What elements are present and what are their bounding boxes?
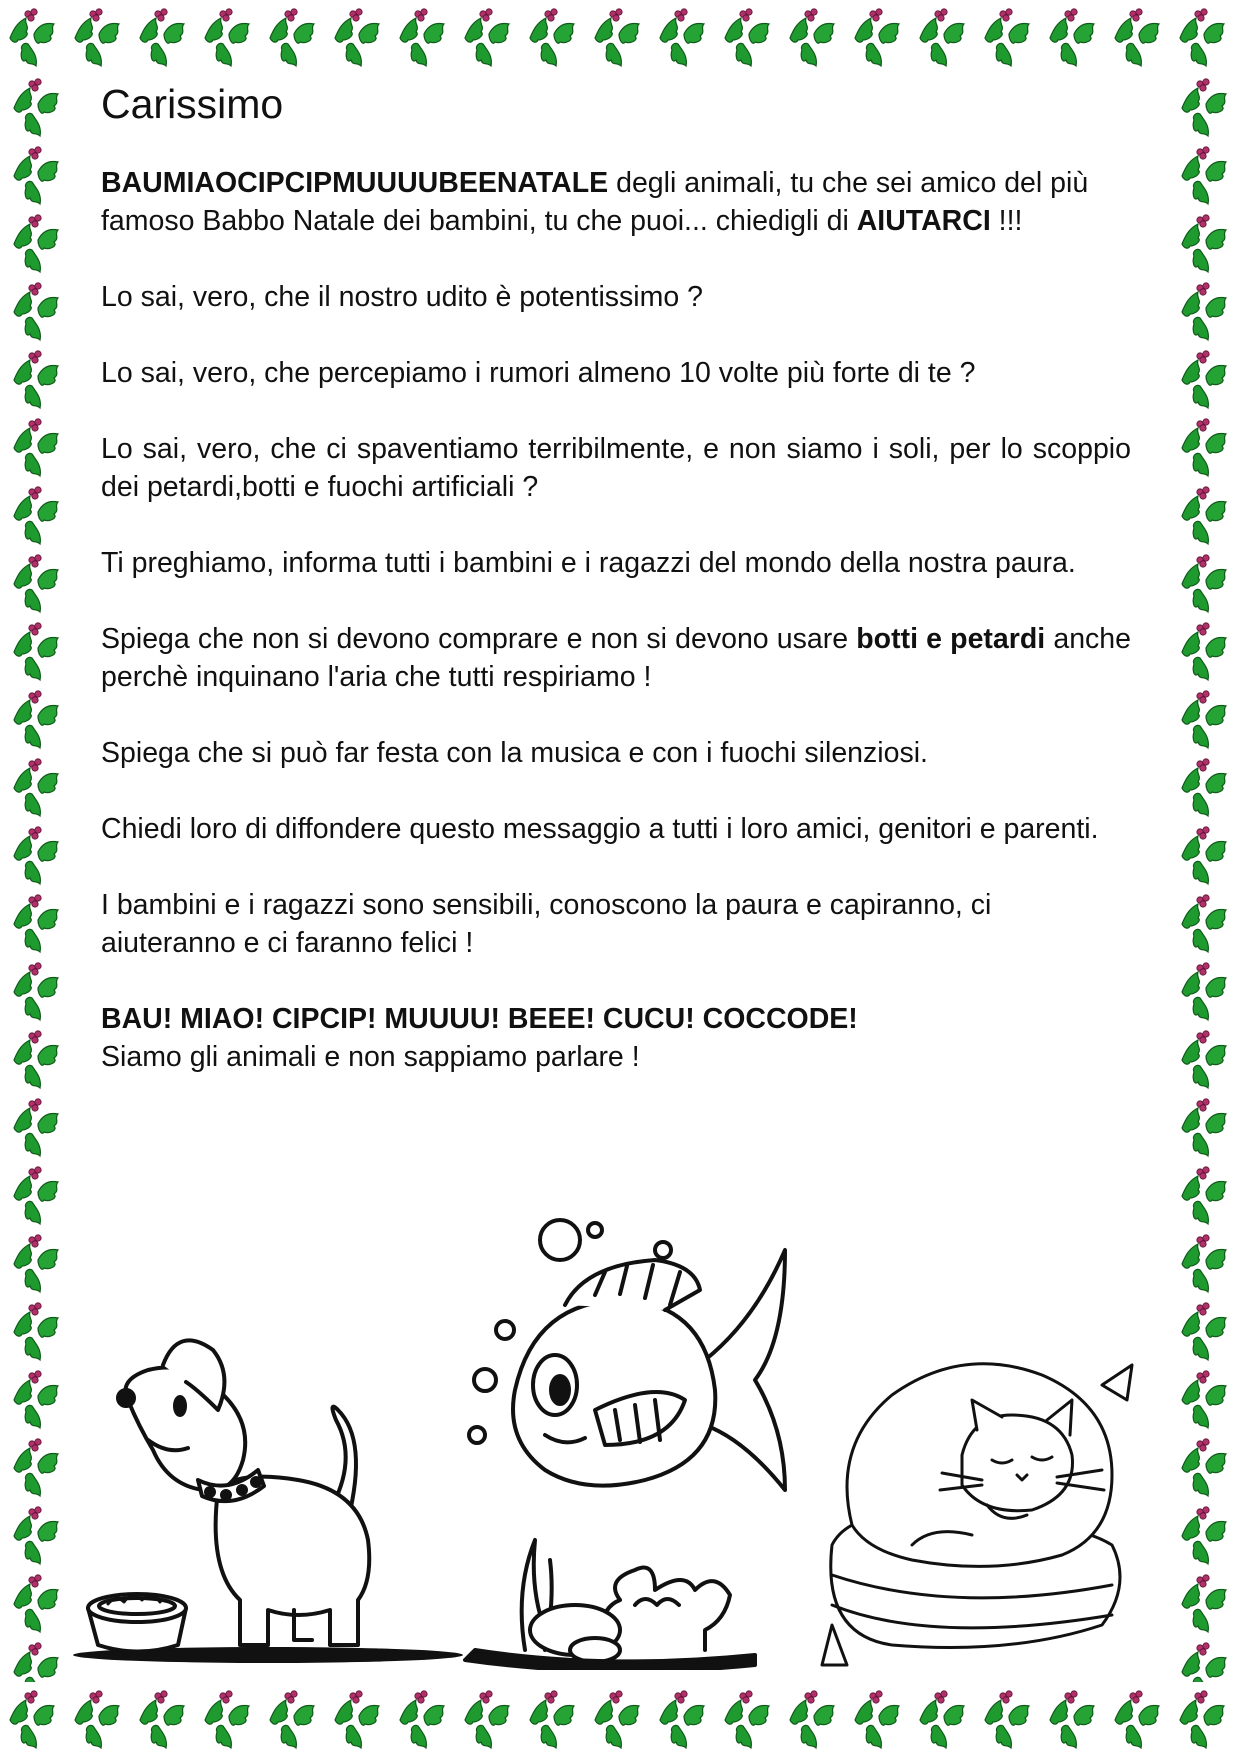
- letter-body: [101, 78, 1131, 1114]
- paragraph-fear: Lo sai, vero, che ci spaventiamo terribilmente, e non siamo i soli, per lo scoppio dei petardi,botti e fuochi artificiali ?: [101, 433, 1131, 503]
- explain-end: anche perchè inquinano l'aria che tutti respiriamo !: [101, 623, 1132, 693]
- paragraph-explain: [101, 620, 1131, 696]
- holly-border-right: [1168, 72, 1240, 1682]
- cat-icon: [812, 1345, 1172, 1675]
- paragraph-inform: Ti preghiamo, informa tutti i bambini e i ragazzi del mondo della nostra paura.: [101, 547, 1076, 579]
- paragraph-noise: Lo sai, vero, che percepiamo i rumori almeno 10 volte più forte di te ?: [101, 357, 976, 389]
- fish-illustration: [455, 1210, 815, 1670]
- holly-border-left: [0, 72, 72, 1682]
- holly-leaf-icon: [1168, 72, 1240, 1682]
- holly-border-top: [0, 0, 1240, 72]
- intro-end: !!!: [990, 205, 1023, 237]
- animal-christmas-name: BAUMIAOCIPCIPMUUUUBEENATALE: [101, 167, 609, 199]
- holly-border-bottom: [0, 1682, 1240, 1754]
- holly-leaf-icon: [0, 1682, 1240, 1754]
- explain-start: Spiega che non si devono comprare e non si devono usare: [101, 623, 857, 655]
- holly-leaf-icon: [0, 72, 72, 1682]
- paragraph-spread: Chiedi loro di diffondere questo messaggio a tutti i loro amici, genitori e parenti.: [101, 813, 1099, 845]
- fish-icon: [455, 1210, 815, 1670]
- holly-leaf-icon: [0, 0, 1240, 72]
- signature-text: Siamo gli animali e non sappiamo parlare !: [101, 1041, 640, 1073]
- paragraph-celebrate: Spiega che si può far festa con la musica e con i fuochi silenziosi.: [101, 737, 928, 769]
- paragraph-hearing: Lo sai, vero, che il nostro udito è potentissimo ?: [101, 281, 703, 313]
- paragraph-signature: [101, 1000, 1131, 1076]
- animal-sounds: BAU! MIAO! CIPCIP! MUUUU! BEEE! CUCU! COCCODE!: [101, 1003, 858, 1035]
- dog-icon: [68, 1320, 468, 1670]
- dog-illustration: [68, 1320, 468, 1670]
- greeting: Carissimo: [101, 81, 284, 127]
- paragraph-children: I bambini e i ragazzi sono sensibili, conoscono la paura e capiranno, ci aiuteranno e ci faranno felici !: [101, 889, 992, 959]
- intro-text: degli animali, tu che sei amico del più famoso Babbo Natale dei bambini, tu che puoi... chiedigli di: [101, 167, 1089, 237]
- cat-illustration: [812, 1345, 1172, 1675]
- paragraph-intro: [101, 164, 1131, 240]
- fireworks-word: botti e petardi: [856, 623, 1046, 655]
- help-word: AIUTARCI: [856, 205, 991, 237]
